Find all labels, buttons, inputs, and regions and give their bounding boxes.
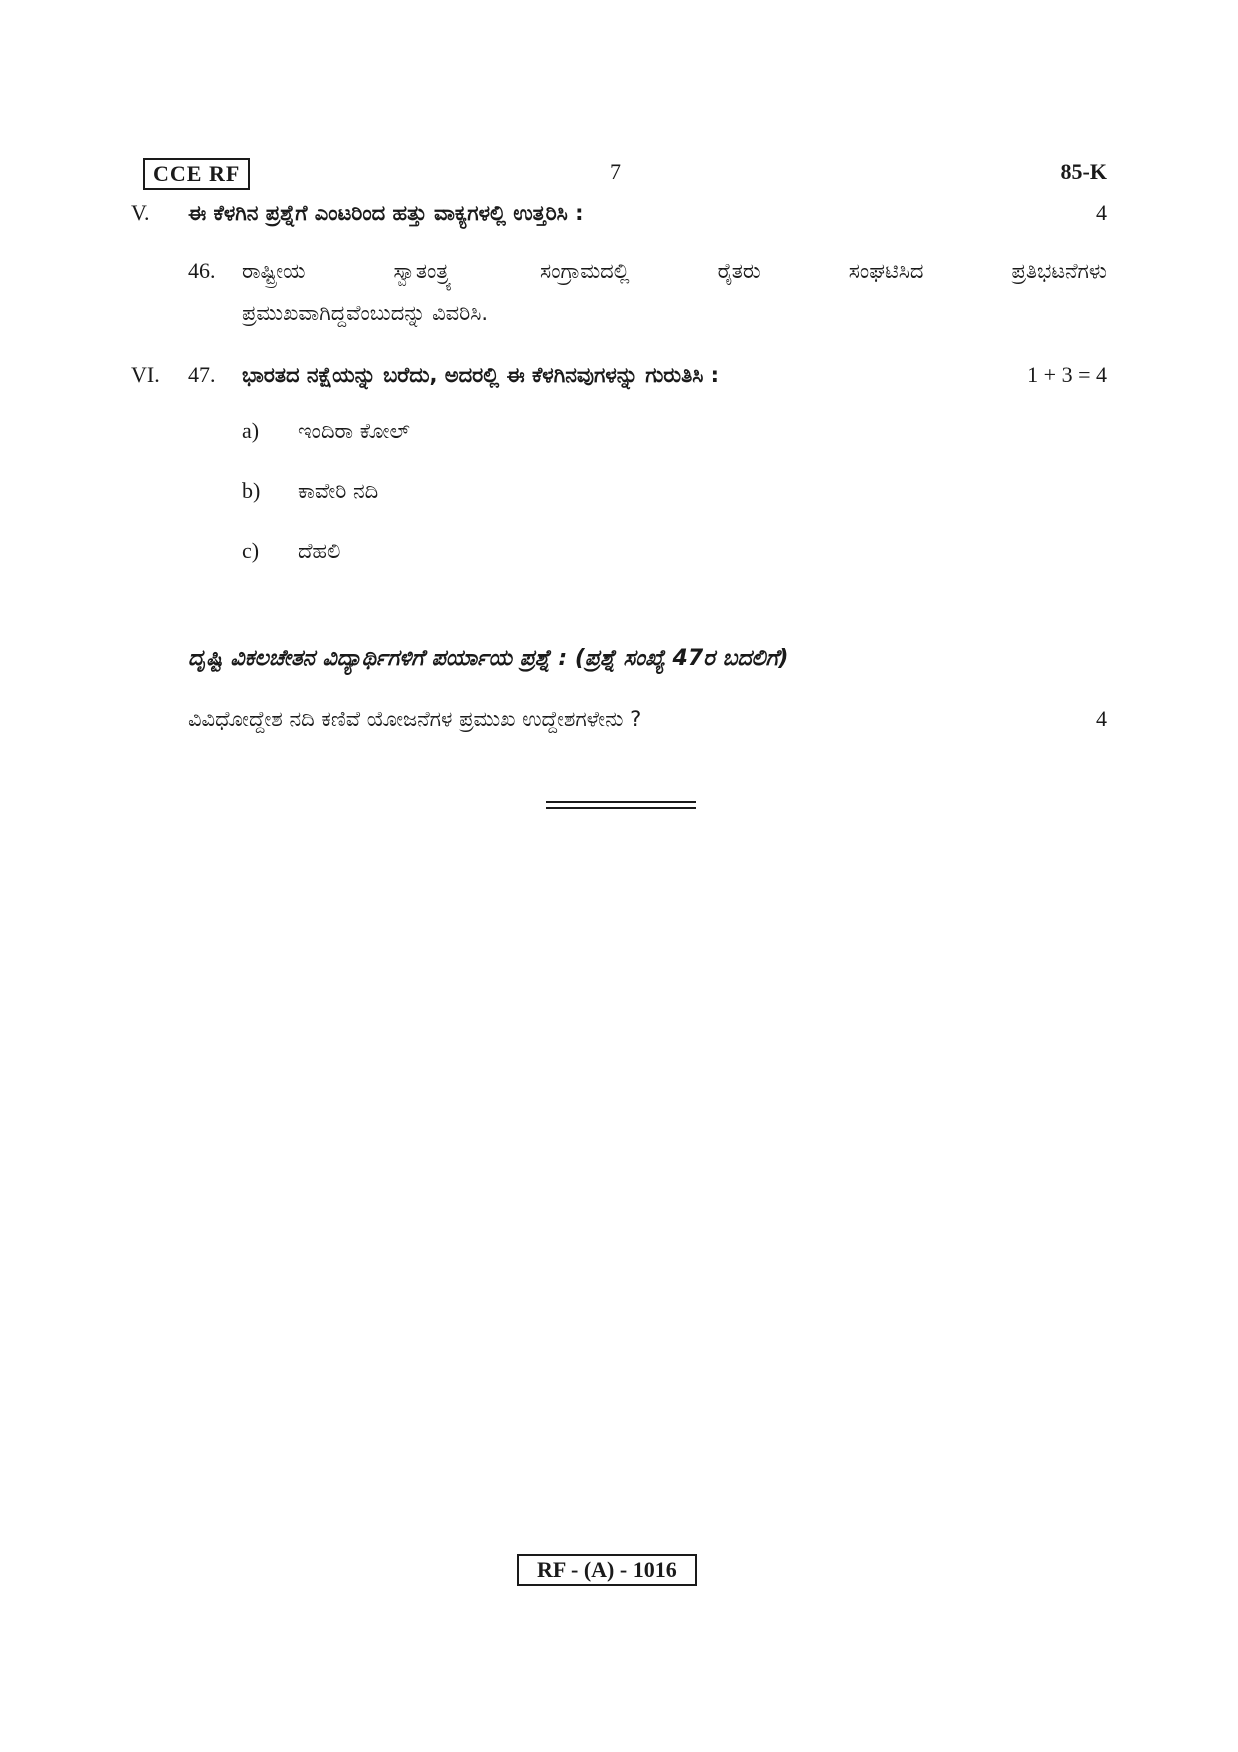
alternative-question-text: ವಿವಿಧೋದ್ದೇಶ ನದಿ ಕಣಿವೆ ಯೋಜನೆಗಳ ಪ್ರಮುಖ ಉದ್ದೇಶಗಳೇನು ? (188, 707, 642, 731)
page-number: 7 (610, 159, 621, 184)
question-46-line-2: ಪ್ರಮುಖವಾಗಿದ್ದವೆಂಬುದನ್ನು ವಿವರಿಸಿ. (242, 301, 489, 325)
section-v-instruction: ಈ ಕೆಳಗಿನ ಪ್ರಶ್ನೆಗೆ ಎಂಟರಿಂದ ಹತ್ತು ವಾಕ್ಯಗಳಲ್ಲಿ ಉತ್ತರಿಸಿ : (188, 201, 584, 225)
question-47-number: 47. (188, 362, 216, 387)
end-rule-top (546, 801, 696, 803)
question-47-marks: 1 + 3 = 4 (1027, 362, 1107, 387)
option-c-text: ದೆಹಲಿ (298, 539, 341, 563)
alternative-question-marks: 4 (1096, 706, 1107, 731)
section-vi-number: VI. (131, 362, 160, 387)
question-46-number: 46. (188, 258, 216, 283)
footer-code-box: RF - (A) - 1016 (517, 1554, 697, 1586)
option-b-text: ಕಾವೇರಿ ನದಿ (298, 479, 379, 503)
header-code-box: CCE RF (143, 158, 250, 190)
option-a-text: ಇಂದಿರಾ ಕೋಲ್ (298, 419, 410, 443)
question-46-line-1: ರಾಷ್ಟ್ರೀಯ ಸ್ವಾತಂತ್ರ್ಯ ಸಂಗ್ರಾಮದಲ್ಲಿ ರೈತರು ಸಂಘಟಿಸಿದ ಪ್ರತಿಭಟನೆಗಳು (242, 259, 1107, 283)
alternative-question-heading: ದೃಷ್ಟಿ ವಿಕಲಚೇತನ ವಿದ್ಯಾರ್ಥಿಗಳಿಗೆ ಪರ್ಯಾಯ ಪ್ರಶ್ನೆ : (ಪ್ರಶ್ನೆ ಸಂಖ್ಯೆ 47ರ ಬದಲಿಗೆ) (188, 646, 789, 671)
section-v-marks: 4 (1096, 200, 1107, 225)
option-c-label: c) (242, 538, 260, 563)
paper-code: 85-K (1060, 159, 1107, 184)
question-47-text: ಭಾರತದ ನಕ್ಷೆಯನ್ನು ಬರೆದು, ಅದರಲ್ಲಿ ಈ ಕೆಳಗಿನವುಗಳನ್ನು ಗುರುತಿಸಿ : (242, 363, 720, 387)
option-a-label: a) (242, 418, 260, 443)
option-b-label: b) (242, 478, 261, 503)
end-rule-bottom (546, 807, 696, 809)
section-v-number: V. (131, 200, 150, 225)
